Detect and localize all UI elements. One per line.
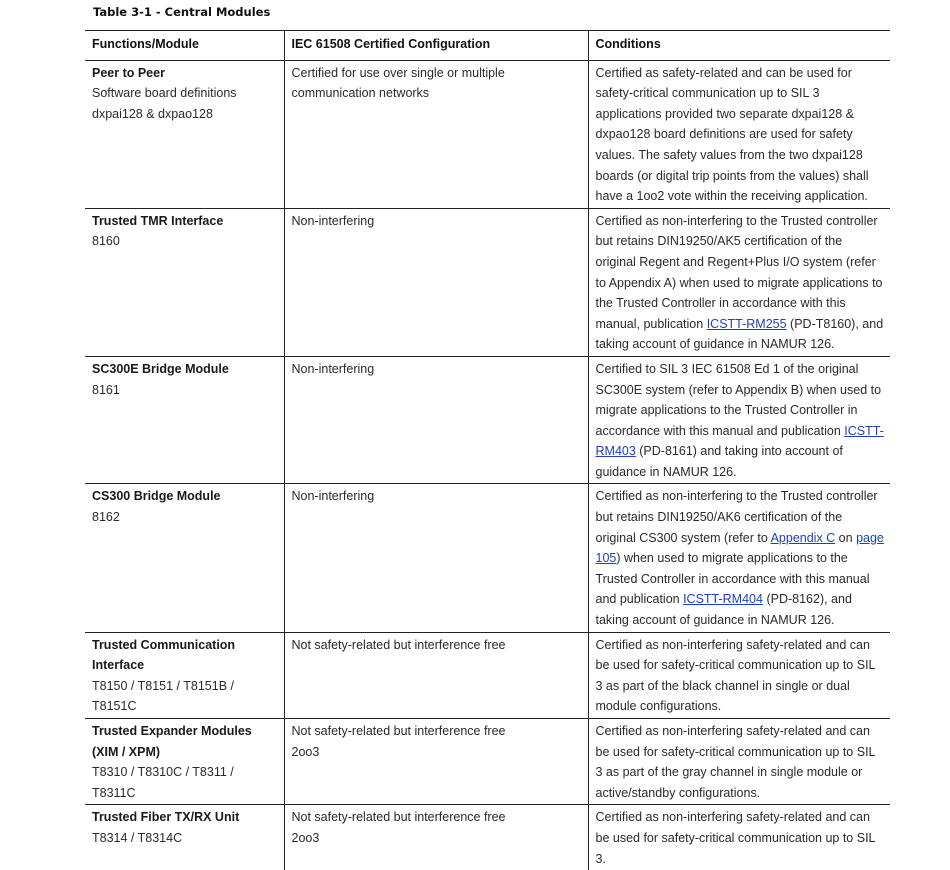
conditions-text: Certified as non-interfering to the Trusted controller but retains DIN19250/AK6 certification of the original CS300 system (refer to [595,489,878,545]
publication-link-icstt-rm404[interactable]: ICSTT-RM404 [683,592,763,607]
config-cell: Non-interfering [284,356,588,484]
central-modules-table [85,30,890,870]
config-cell: Not safety-related but interference free [284,632,588,718]
publication-link-icstt-rm255[interactable]: ICSTT-RM255 [706,316,787,331]
module-name: Trusted TMR Interface [92,213,224,228]
header-conditions: Conditions [588,31,890,61]
module-cell [85,484,284,632]
config-cell: Non-interfering [284,208,588,356]
table-row [85,208,890,356]
module-name: Trusted Expander Modules (XIM / XPM) [92,724,252,759]
module-part-number: 8160 [92,234,120,249]
config-cell: Certified for use over single or multiple communication networks [284,60,588,208]
module-name: Peer to Peer [92,65,165,80]
table-row [85,805,890,870]
publication-link-icstt-rm403[interactable]: ICSTT-RM403 [595,423,884,459]
header-certified-configuration: IEC 61508 Certified Configuration [284,31,588,61]
conditions-text: (PD-8162), and taking account of guidance in NAMUR 126. [595,592,852,628]
module-name: Trusted Fiber TX/RX Unit [92,810,240,825]
conditions-cell: Certified as safety-related and can be used for safety-critical communication up to SIL 3 applications provided two separate dxpai128 & dxpao128 board definitions are used for safety values. The safety values from the two dxpai128 boards (or digital trip points from the values) shall have a 1oo2 vote within the receiving application. [588,60,890,208]
conditions-text: (PD-T8160), and taking account of guidance in NAMUR 126. [595,316,884,352]
module-cell [85,805,284,870]
table-row [85,484,890,632]
config-cell: Not safety-related but interference free 2oo3 [284,719,588,805]
module-part-number: T8150 / T8151 / T8151B / T8151C [92,678,234,714]
conditions-text: ) when used to migrate applications to the Trusted Controller in accordance with this manual and publication [595,551,870,607]
module-part-number: T8310 / T8310C / T8311 / T8311C [92,765,234,800]
module-name: CS300 Bridge Module [92,489,221,504]
conditions-text: (PD-8161) and taking into account of guidance in NAMUR 126. [595,444,843,479]
conditions-text: Certified as non-interfering to the Trusted controller but retains DIN19250/AK5 certification of the original Regent and Regent+Plus I/O system (refer to Appendix A) when used to migrate applications to the Trusted Controller in accordance with this manual, publication [595,213,883,331]
table-row [85,356,890,484]
module-cell [85,208,284,356]
conditions-cell: Certified as non-interfering safety-related and can be used for safety-critical communication up to SIL 3. [588,805,890,870]
config-cell: Not safety-related but interference free 2oo3 [284,805,588,870]
conditions-text: on [835,530,857,545]
conditions-cell [588,208,890,356]
module-name: SC300E Bridge Module [92,361,229,376]
module-part-number: T8314 / T8314C [92,830,183,845]
appendix-c-link[interactable]: Appendix C [770,530,836,545]
module-cell [85,356,284,484]
header-functions-module: Functions/Module [85,31,284,61]
table-row [85,719,890,805]
module-part-number: 8162 [92,510,120,525]
table-row [85,632,890,718]
conditions-text: Certified to SIL 3 IEC 61508 Ed 1 of the original SC300E system (refer to Appendix B) when used to migrate applications to the Trusted Controller in accordance with this manual and publication [595,361,882,438]
table-header-row [85,31,890,61]
conditions-cell [588,356,890,484]
table-row [85,60,890,208]
module-cell [85,632,284,718]
module-cell [85,719,284,805]
module-part-number: 8161 [92,382,120,397]
table-caption: Table 3-1 - Central Modules [93,5,271,19]
module-part-number: Software board definitions dxpai128 & dxpao128 [92,86,237,121]
conditions-cell [588,484,890,632]
conditions-cell: Certified as non-interfering safety-related and can be used for safety-critical communication up to SIL 3 as part of the black channel in single or dual module configurations. [588,632,890,718]
conditions-cell: Certified as non-interfering safety-related and can be used for safety-critical communication up to SIL 3 as part of the gray channel in single module or active/standby configurations. [588,719,890,805]
page-105-link[interactable]: page 105 [595,530,884,566]
module-cell [85,60,284,208]
module-name: Trusted Communication Interface [92,637,236,673]
config-cell: Non-interfering [284,484,588,632]
